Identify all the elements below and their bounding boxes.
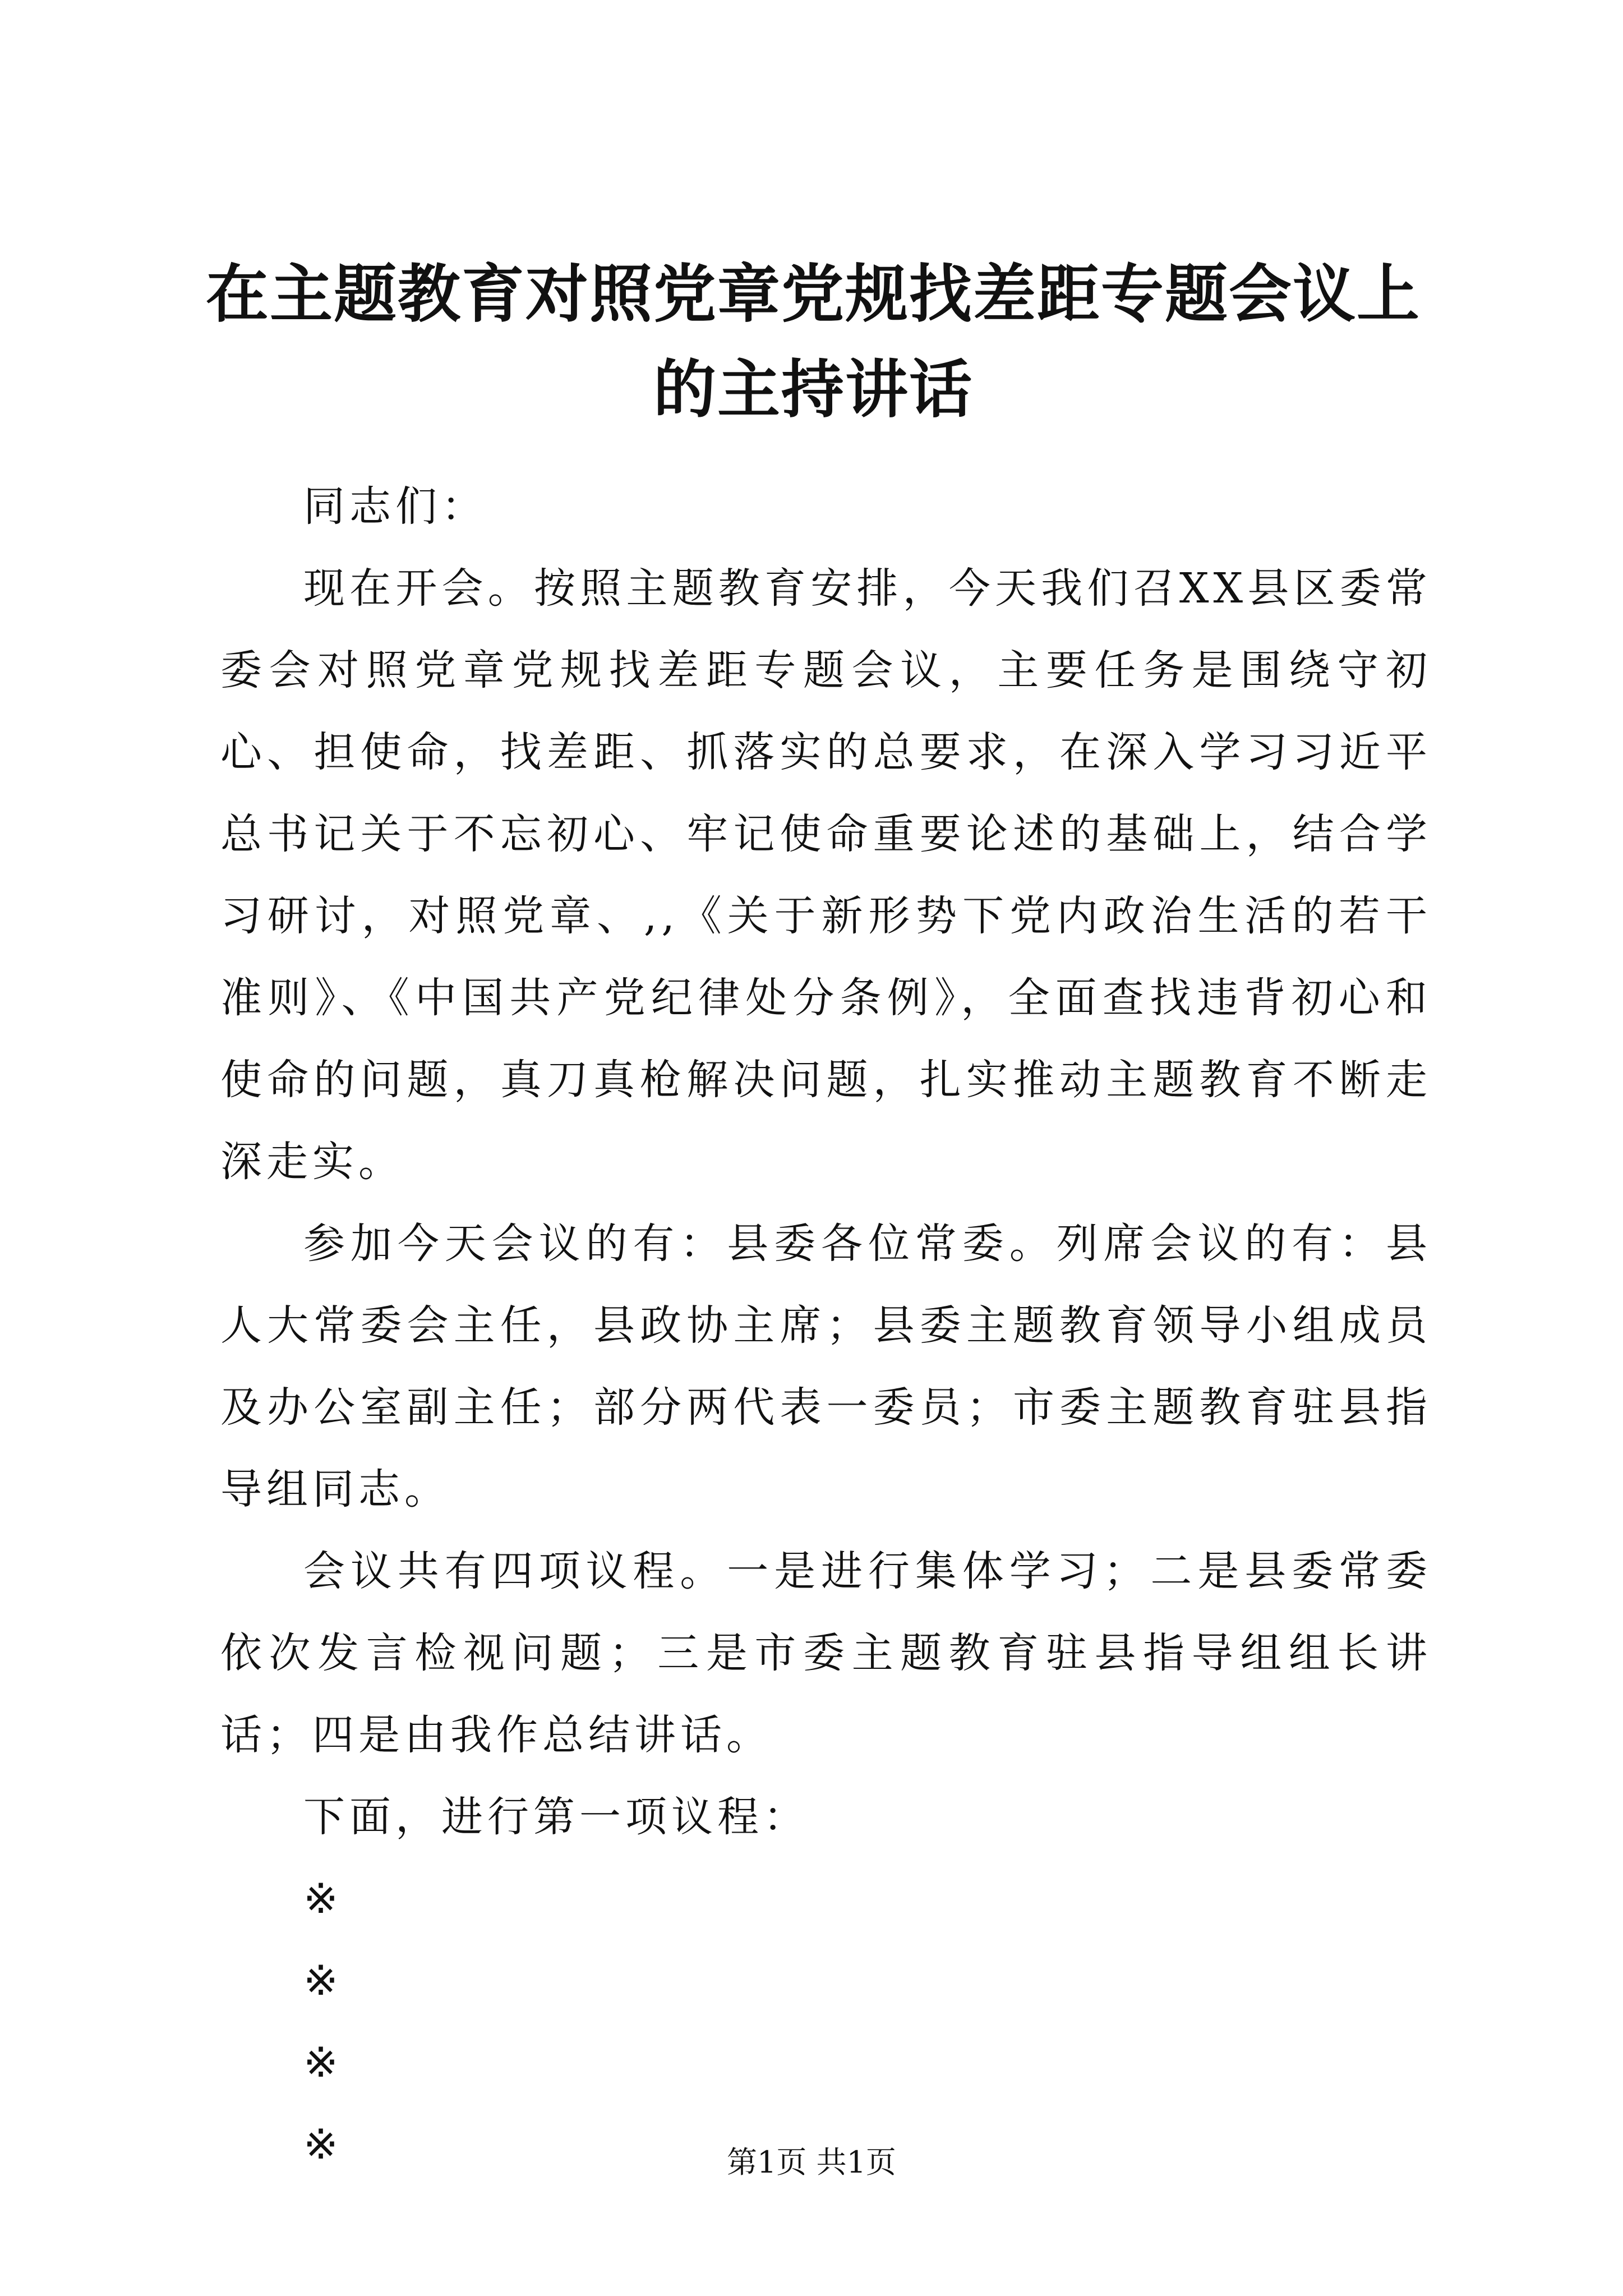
document-body bbox=[220, 466, 1432, 2185]
paragraph-attendees: 参加今天会议的有：县委各位常委。列席会议的有：县人大常委会主任，县政协主席；县委主题教育领导小组成员及办公室副主任；部分两代表一委员；市委主题教育驻县指导组同志。 bbox=[220, 1220, 1432, 1513]
paragraph-agenda: 会议共有四项议程。一是进行集体学习；二是县委常委依次发言检视问题；三是市委主题教育驻县指导组组长讲话；四是由我作总结讲话。 bbox=[220, 1547, 1432, 1759]
paragraph-opening: 现在开会。按照主题教育安排，今天我们召XX县区委常委会对照党章党规找差距专题会议，主要任务是围绕守初心、担使命，找差距、抓落实的总要求，在深入学习习近平总书记关于不忘初心、牢记使命重要论述的基础上，结合学习研讨，对照党章、,,《关于新形势下党内政治生活的若干准则》、《中国共产党纪律处分条例》，全面查找违背初心和使命的问题，真刀真枪解决问题，扎实推动主题教育不断走深走实。 bbox=[220, 564, 1432, 1186]
reference-mark: ※ bbox=[303, 2039, 343, 2087]
reference-mark: ※ bbox=[303, 1957, 343, 2005]
reference-mark: ※ bbox=[303, 2120, 343, 2169]
salutation: 同志们： bbox=[303, 482, 487, 531]
paragraph-first-item: 下面，进行第一项议程： bbox=[303, 1793, 809, 1841]
document-title: 在主题教育对照党章党规找差距专题会议上的主持讲话 bbox=[206, 257, 1421, 426]
page-footer: 第1页 共1页 bbox=[727, 2145, 896, 2180]
reference-mark: ※ bbox=[303, 1875, 343, 1923]
